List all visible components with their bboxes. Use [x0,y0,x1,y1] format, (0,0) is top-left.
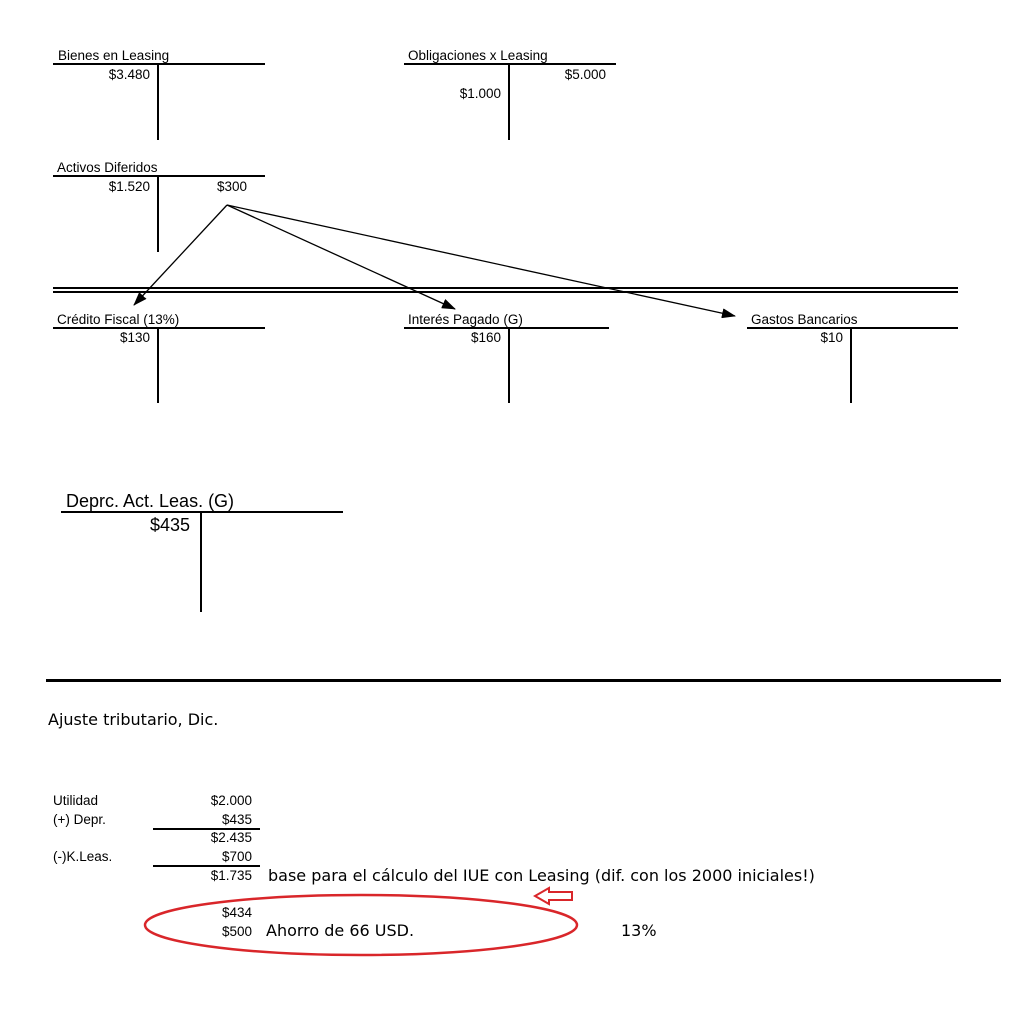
calc-row-value: $700 [221,849,252,864]
calc-row-value: $2.435 [210,830,252,845]
section-title: Ajuste tributario, Dic. [48,710,219,729]
account-title: Bienes en Leasing [58,48,170,63]
account-title: Deprc. Act. Leas. (G) [66,491,235,511]
account-title: Obligaciones x Leasing [408,48,548,63]
left-arrow-icon [535,888,572,904]
credit-amount: $300 [217,179,248,194]
account-title: Gastos Bancarios [751,312,858,327]
account-title: Interés Pagado (G) [408,312,523,327]
arrow-to-credito-fiscal [134,205,227,305]
debit-amount: $10 [820,330,843,345]
debit-amount: $160 [470,330,501,345]
calc-row-value: $500 [221,924,252,939]
savings-highlight-ellipse [145,895,577,955]
calc-row-value: $1.735 [210,868,252,883]
debit-amount: $1.000 [459,86,501,101]
debit-amount: $1.520 [108,179,150,194]
arrow-to-interes-pagado [227,205,455,309]
debit-amount: $130 [119,330,150,345]
debit-amount: $435 [149,515,190,535]
calc-row-value: $434 [221,905,252,920]
calc-row-label: (-)K.Leas. [53,849,113,864]
rate-note: 13% [621,921,657,940]
calc-row-label: (+) Depr. [53,812,106,827]
calc-row-label: Utilidad [53,793,99,808]
savings-note: Ahorro de 66 USD. [266,921,415,940]
account-title: Crédito Fiscal (13%) [57,312,180,327]
credit-amount: $5.000 [564,67,606,82]
base-note: base para el cálculo del IUE con Leasing (dif. con los 2000 iniciales!) [268,866,815,885]
debit-amount: $3.480 [108,67,150,82]
arrow-to-gastos-bancarios [227,205,735,316]
calc-row-value: $2.000 [210,793,252,808]
calc-row-value: $435 [221,812,252,827]
account-title: Activos Diferidos [57,160,158,175]
